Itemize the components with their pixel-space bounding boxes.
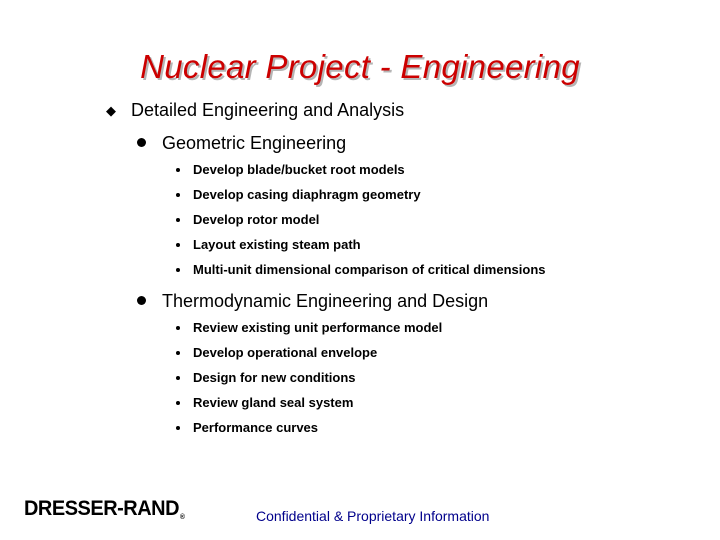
logo-text: DRESSER-RAND	[24, 497, 180, 520]
dot-bullet-icon	[176, 218, 180, 222]
registered-mark: ®	[179, 514, 185, 521]
dot-bullet-icon	[176, 376, 180, 380]
main-bullet-text: Detailed Engineering and Analysis	[131, 100, 405, 120]
diamond-bullet-icon: ◆	[106, 103, 116, 118]
dot-bullet-icon	[176, 168, 180, 172]
dot-bullet-icon	[176, 243, 180, 247]
dot-bullet-icon	[176, 401, 180, 405]
circle-bullet-icon	[137, 138, 146, 147]
circle-bullet-icon	[137, 296, 146, 305]
dot-bullet-icon	[176, 351, 180, 355]
company-logo	[24, 497, 184, 521]
slide-title: Nuclear Project - Engineering	[140, 48, 580, 85]
dot-bullet-icon	[176, 426, 180, 430]
dot-bullet-icon	[176, 326, 180, 330]
dot-bullet-icon	[176, 268, 180, 272]
dot-bullet-icon	[176, 193, 180, 197]
confidentiality-notice: Confidential & Proprietary Information	[256, 508, 490, 524]
